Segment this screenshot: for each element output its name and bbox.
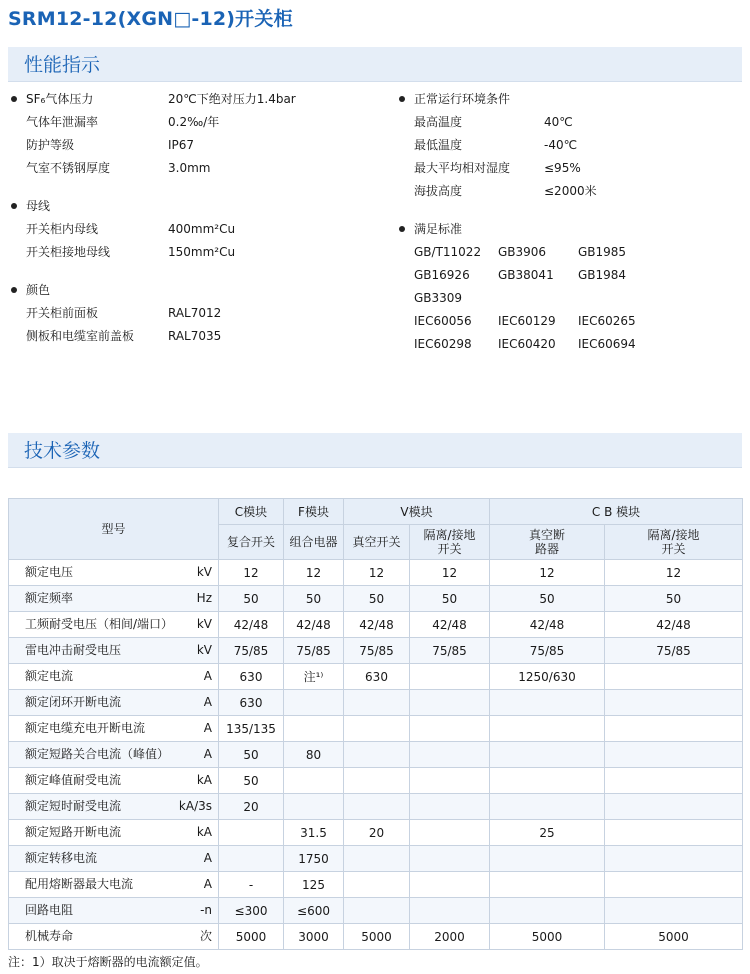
value-cell bbox=[605, 716, 743, 742]
value-cell: 5000 bbox=[605, 924, 743, 950]
param-name: 回路电阻 bbox=[25, 903, 74, 917]
value-cell bbox=[410, 846, 490, 872]
module-header: C B 模块 bbox=[490, 499, 743, 525]
standards-row bbox=[396, 241, 742, 264]
group-heading bbox=[8, 195, 378, 218]
param-unit: kA bbox=[196, 825, 212, 839]
group-color bbox=[8, 279, 378, 348]
param-name: 机械寿命 bbox=[25, 929, 74, 943]
value-cell: 42/48 bbox=[490, 612, 605, 638]
value-cell: 50 bbox=[284, 586, 344, 612]
value-cell bbox=[490, 742, 605, 768]
value-cell: 125 bbox=[284, 872, 344, 898]
value-cell: 42/48 bbox=[410, 612, 490, 638]
standard-code: IEC60056 bbox=[414, 314, 472, 328]
standard-code: GB3309 bbox=[414, 291, 463, 305]
param-name: 额定短时耐受电流 bbox=[25, 799, 122, 813]
table-row bbox=[9, 794, 743, 820]
value-cell: 1250/630 bbox=[490, 664, 605, 690]
param-name: 配用熔断器最大电流 bbox=[25, 877, 134, 891]
value-cell bbox=[410, 820, 490, 846]
value-cell: 75/85 bbox=[219, 638, 284, 664]
param-cell bbox=[9, 612, 219, 638]
value-cell bbox=[344, 872, 410, 898]
spec-label: 最低温度 bbox=[414, 138, 463, 152]
value-cell: - bbox=[219, 872, 284, 898]
subheader: 隔离/接地 开关 bbox=[410, 525, 490, 560]
performance-left-column bbox=[8, 88, 378, 363]
value-cell bbox=[344, 768, 410, 794]
module-header: V模块 bbox=[344, 499, 490, 525]
value-cell: 50 bbox=[219, 586, 284, 612]
spec-label: 气室不锈钢厚度 bbox=[26, 161, 111, 175]
table-row bbox=[9, 690, 743, 716]
subheader: 真空开关 bbox=[344, 525, 410, 560]
value-cell bbox=[344, 742, 410, 768]
value-cell bbox=[490, 794, 605, 820]
param-name: 额定峰值耐受电流 bbox=[25, 773, 122, 787]
param-cell bbox=[9, 872, 219, 898]
spec-row bbox=[8, 134, 378, 157]
spec-row bbox=[396, 134, 742, 157]
subheader: 组合电器 bbox=[284, 525, 344, 560]
value-cell: 630 bbox=[219, 664, 284, 690]
spec-label: 开关柜接地母线 bbox=[26, 245, 111, 259]
param-unit: kA bbox=[196, 773, 212, 787]
value-cell: 75/85 bbox=[344, 638, 410, 664]
param-name: 额定转移电流 bbox=[25, 851, 98, 865]
value-cell: 50 bbox=[490, 586, 605, 612]
table-row bbox=[9, 586, 743, 612]
param-cell bbox=[9, 768, 219, 794]
group-heading-label: SF₆气体压力 bbox=[26, 92, 94, 106]
standard-code: GB1984 bbox=[578, 268, 627, 282]
value-cell: 5000 bbox=[219, 924, 284, 950]
value-cell: 50 bbox=[410, 586, 490, 612]
param-unit: A bbox=[203, 747, 212, 761]
value-cell bbox=[605, 794, 743, 820]
spec-value: 40℃ bbox=[544, 115, 573, 129]
spec-value: -40℃ bbox=[544, 138, 578, 152]
group-heading bbox=[8, 279, 378, 302]
value-cell: 5000 bbox=[490, 924, 605, 950]
group-heading bbox=[396, 218, 742, 241]
table-row bbox=[9, 638, 743, 664]
value-cell bbox=[490, 716, 605, 742]
param-cell bbox=[9, 716, 219, 742]
spec-label: 海拔高度 bbox=[414, 184, 463, 198]
table-row bbox=[9, 742, 743, 768]
table-body bbox=[9, 560, 743, 950]
standard-code: IEC60129 bbox=[498, 314, 556, 328]
value-cell bbox=[344, 794, 410, 820]
param-cell bbox=[9, 664, 219, 690]
value-cell: 5000 bbox=[344, 924, 410, 950]
value-cell bbox=[410, 768, 490, 794]
value-cell: 12 bbox=[490, 560, 605, 586]
value-cell: 42/48 bbox=[344, 612, 410, 638]
section-header-performance bbox=[8, 47, 742, 82]
module-header: F模块 bbox=[284, 499, 344, 525]
value-cell bbox=[284, 794, 344, 820]
spec-row bbox=[396, 111, 742, 134]
standard-code: GB38041 bbox=[498, 268, 554, 282]
param-cell bbox=[9, 560, 219, 586]
value-cell bbox=[219, 820, 284, 846]
group-heading-value: 20℃下绝对压力1.4bar bbox=[168, 92, 296, 106]
value-cell: 75/85 bbox=[410, 638, 490, 664]
spec-row bbox=[8, 157, 378, 180]
group-sf6 bbox=[8, 88, 378, 180]
spec-value: ≤2000米 bbox=[544, 184, 597, 198]
group-heading bbox=[396, 88, 742, 111]
section-title: 技术参数 bbox=[24, 440, 101, 462]
subheader: 复合开关 bbox=[219, 525, 284, 560]
group-heading-label: 满足标准 bbox=[414, 222, 463, 236]
standard-code: GB1985 bbox=[578, 245, 627, 259]
spec-row bbox=[8, 218, 378, 241]
spec-label: 开关柜前面板 bbox=[26, 306, 99, 320]
param-name: 额定电流 bbox=[25, 669, 74, 683]
group-environment bbox=[396, 88, 742, 203]
value-cell bbox=[490, 846, 605, 872]
value-cell: 630 bbox=[219, 690, 284, 716]
table-row bbox=[9, 664, 743, 690]
value-cell bbox=[284, 768, 344, 794]
value-cell: 12 bbox=[410, 560, 490, 586]
param-cell bbox=[9, 820, 219, 846]
value-cell bbox=[344, 898, 410, 924]
value-cell bbox=[344, 690, 410, 716]
group-heading-label: 母线 bbox=[26, 199, 51, 213]
param-name: 额定闭环开断电流 bbox=[25, 695, 122, 709]
spec-value: 0.2‰/年 bbox=[168, 115, 220, 129]
standards-row bbox=[396, 333, 742, 356]
spec-label: 最大平均相对湿度 bbox=[414, 161, 511, 175]
param-cell bbox=[9, 638, 219, 664]
group-heading bbox=[8, 88, 378, 111]
param-unit: A bbox=[203, 669, 212, 683]
table-row bbox=[9, 846, 743, 872]
value-cell bbox=[410, 898, 490, 924]
standard-code: IEC60265 bbox=[578, 314, 636, 328]
section-header-technical bbox=[8, 433, 742, 468]
value-cell: 80 bbox=[284, 742, 344, 768]
table-row bbox=[9, 872, 743, 898]
value-cell bbox=[344, 716, 410, 742]
value-cell bbox=[605, 664, 743, 690]
spec-value: IP67 bbox=[168, 138, 195, 152]
value-cell bbox=[605, 768, 743, 794]
value-cell: 12 bbox=[219, 560, 284, 586]
param-unit: 次 bbox=[199, 929, 212, 943]
standards-row bbox=[396, 310, 742, 333]
param-unit: kV bbox=[196, 643, 212, 657]
spec-label: 侧板和电缆室前盖板 bbox=[26, 329, 135, 343]
spec-value: 400mm²Cu bbox=[168, 222, 236, 236]
spec-label: 气体年泄漏率 bbox=[26, 115, 99, 129]
spec-value: RAL7035 bbox=[168, 329, 222, 343]
table-row bbox=[9, 924, 743, 950]
standard-code: IEC60694 bbox=[578, 337, 636, 351]
value-cell bbox=[490, 898, 605, 924]
spec-label: 防护等级 bbox=[26, 138, 75, 152]
standards-row bbox=[396, 264, 742, 287]
param-cell bbox=[9, 742, 219, 768]
value-cell bbox=[605, 846, 743, 872]
value-cell bbox=[490, 872, 605, 898]
spec-value: 3.0mm bbox=[168, 161, 211, 175]
param-unit: A bbox=[203, 877, 212, 891]
value-cell bbox=[605, 820, 743, 846]
value-cell bbox=[410, 664, 490, 690]
value-cell: 135/135 bbox=[219, 716, 284, 742]
value-cell: 12 bbox=[344, 560, 410, 586]
standard-code: GB3906 bbox=[498, 245, 547, 259]
param-unit: kV bbox=[196, 565, 212, 579]
value-cell bbox=[410, 690, 490, 716]
param-name: 工频耐受电压（相间/端口） bbox=[25, 617, 174, 631]
value-cell: 3000 bbox=[284, 924, 344, 950]
value-cell bbox=[605, 898, 743, 924]
spec-row bbox=[396, 180, 742, 203]
param-unit: -n bbox=[200, 903, 212, 917]
spec-row bbox=[8, 302, 378, 325]
group-heading-label: 颜色 bbox=[26, 283, 51, 297]
spec-label: 开关柜内母线 bbox=[26, 222, 99, 236]
param-name: 雷电冲击耐受电压 bbox=[25, 643, 122, 657]
value-cell bbox=[410, 742, 490, 768]
subheader: 隔离/接地 开关 bbox=[605, 525, 743, 560]
spec-value: ≤95% bbox=[544, 161, 581, 175]
param-name: 额定电缆充电开断电流 bbox=[25, 721, 146, 735]
model-header: 型号 bbox=[9, 499, 219, 560]
value-cell: 12 bbox=[605, 560, 743, 586]
performance-right-column bbox=[396, 88, 742, 371]
spec-row bbox=[8, 241, 378, 264]
param-cell bbox=[9, 794, 219, 820]
group-busbar bbox=[8, 195, 378, 264]
technical-parameters-table bbox=[8, 498, 743, 950]
value-cell: 注¹⁾ bbox=[284, 664, 344, 690]
value-cell: 50 bbox=[605, 586, 743, 612]
param-unit: Hz bbox=[196, 591, 212, 605]
value-cell: 1750 bbox=[284, 846, 344, 872]
value-cell: 20 bbox=[344, 820, 410, 846]
param-unit: A bbox=[203, 851, 212, 865]
value-cell bbox=[410, 794, 490, 820]
value-cell bbox=[284, 716, 344, 742]
table-header-row bbox=[9, 499, 743, 525]
value-cell bbox=[605, 690, 743, 716]
param-cell bbox=[9, 924, 219, 950]
value-cell: 42/48 bbox=[284, 612, 344, 638]
value-cell: ≤300 bbox=[219, 898, 284, 924]
param-name: 额定短路开断电流 bbox=[25, 825, 122, 839]
value-cell bbox=[219, 846, 284, 872]
value-cell: 50 bbox=[219, 742, 284, 768]
param-cell bbox=[9, 690, 219, 716]
value-cell bbox=[605, 872, 743, 898]
value-cell bbox=[410, 716, 490, 742]
param-unit: kV bbox=[196, 617, 212, 631]
standard-code: GB/T11022 bbox=[414, 245, 482, 259]
value-cell: 42/48 bbox=[605, 612, 743, 638]
standard-code: IEC60420 bbox=[498, 337, 556, 351]
spec-label: 最高温度 bbox=[414, 115, 463, 129]
standard-code: IEC60298 bbox=[414, 337, 472, 351]
param-cell bbox=[9, 846, 219, 872]
section-title: 性能指示 bbox=[24, 54, 101, 76]
value-cell: 75/85 bbox=[605, 638, 743, 664]
table-row bbox=[9, 898, 743, 924]
spec-value: RAL7012 bbox=[168, 306, 222, 320]
group-heading-label: 正常运行环境条件 bbox=[414, 92, 511, 106]
spec-row bbox=[8, 111, 378, 134]
spec-row bbox=[8, 325, 378, 348]
value-cell: 25 bbox=[490, 820, 605, 846]
table-row bbox=[9, 768, 743, 794]
value-cell: 12 bbox=[284, 560, 344, 586]
standards-row bbox=[396, 287, 742, 310]
param-unit: A bbox=[203, 721, 212, 735]
group-standards bbox=[396, 218, 742, 356]
value-cell bbox=[410, 872, 490, 898]
param-cell bbox=[9, 586, 219, 612]
value-cell: 630 bbox=[344, 664, 410, 690]
param-name: 额定频率 bbox=[25, 591, 74, 605]
value-cell: 42/48 bbox=[219, 612, 284, 638]
value-cell bbox=[490, 690, 605, 716]
footnote: 注：1）取决于熔断器的电流额定值。 bbox=[8, 955, 208, 969]
value-cell: 31.5 bbox=[284, 820, 344, 846]
spec-row bbox=[396, 157, 742, 180]
param-unit: kA/3s bbox=[178, 799, 212, 813]
param-name: 额定短路关合电流（峰值） bbox=[25, 747, 170, 761]
value-cell bbox=[490, 768, 605, 794]
value-cell: 75/85 bbox=[490, 638, 605, 664]
value-cell: ≤600 bbox=[284, 898, 344, 924]
value-cell: 50 bbox=[344, 586, 410, 612]
value-cell bbox=[344, 846, 410, 872]
value-cell: 50 bbox=[219, 768, 284, 794]
value-cell bbox=[605, 742, 743, 768]
table-row bbox=[9, 560, 743, 586]
value-cell bbox=[284, 690, 344, 716]
table-row bbox=[9, 612, 743, 638]
table-row bbox=[9, 820, 743, 846]
table-row bbox=[9, 716, 743, 742]
value-cell: 2000 bbox=[410, 924, 490, 950]
param-cell bbox=[9, 898, 219, 924]
value-cell: 20 bbox=[219, 794, 284, 820]
value-cell: 75/85 bbox=[284, 638, 344, 664]
page-title: SRM12-12(XGN□-12)开关柜 bbox=[8, 8, 293, 30]
subheader: 真空断 路器 bbox=[490, 525, 605, 560]
param-unit: A bbox=[203, 695, 212, 709]
param-name: 额定电压 bbox=[25, 565, 74, 579]
module-header: C模块 bbox=[219, 499, 284, 525]
standard-code: GB16926 bbox=[414, 268, 470, 282]
spec-value: 150mm²Cu bbox=[168, 245, 236, 259]
